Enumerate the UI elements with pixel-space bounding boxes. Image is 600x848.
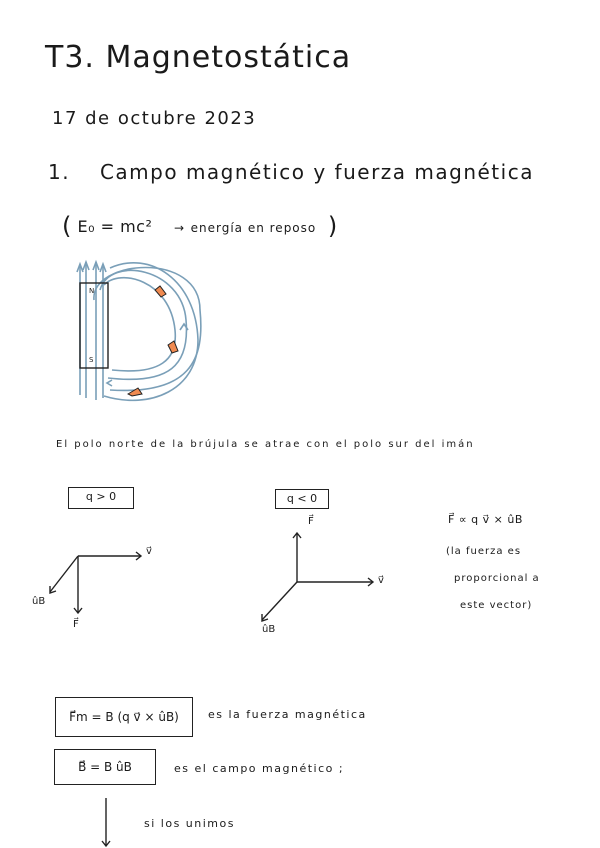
force-caption: es la fuerza magnética	[208, 708, 367, 721]
rest-energy-label: energía en reposo	[190, 221, 317, 235]
einstein-formula: E₀ = mc²	[77, 217, 153, 236]
v-label-pos: v⃗	[146, 546, 152, 557]
proportional-note-1: (la fuerza es	[446, 546, 522, 557]
u-label-neg: ûB	[262, 624, 276, 635]
proportional-formula: F⃗ ∝ q v⃗ × ûB	[448, 513, 523, 526]
compass-note: El polo norte de la brújula se atrae con el polo sur del imán	[56, 439, 475, 450]
v-label-neg: v⃗	[378, 575, 384, 586]
case-positive-box: q > 0	[68, 487, 134, 509]
page-date: 17 de octubre 2023	[52, 108, 257, 129]
case-negative-box: q < 0	[275, 489, 329, 509]
south-label: S	[89, 356, 94, 364]
section-number: 1.	[48, 160, 71, 184]
north-label: N	[89, 287, 95, 295]
continue-note: si los unimos	[144, 817, 235, 830]
field-equation-box: B⃗ = B ûB	[54, 749, 156, 785]
f-label-neg: F⃗	[308, 516, 314, 527]
f-label-pos: F⃗	[73, 619, 79, 630]
page-title: T3. Magnetostática	[45, 40, 352, 75]
field-caption: es el campo magnético ;	[174, 762, 345, 775]
arrow-glyph: →	[173, 221, 186, 235]
proportional-note-2: proporcional a	[454, 573, 540, 584]
u-label-pos: ûB	[32, 596, 46, 607]
proportional-note-3: este vector)	[460, 600, 533, 611]
section-title: Campo magnético y fuerza magnética	[99, 160, 534, 184]
open-paren: (	[62, 212, 72, 240]
close-paren: )	[327, 212, 338, 240]
force-equation-box: F⃗m = B (q v⃗ × ûB)	[55, 697, 193, 737]
